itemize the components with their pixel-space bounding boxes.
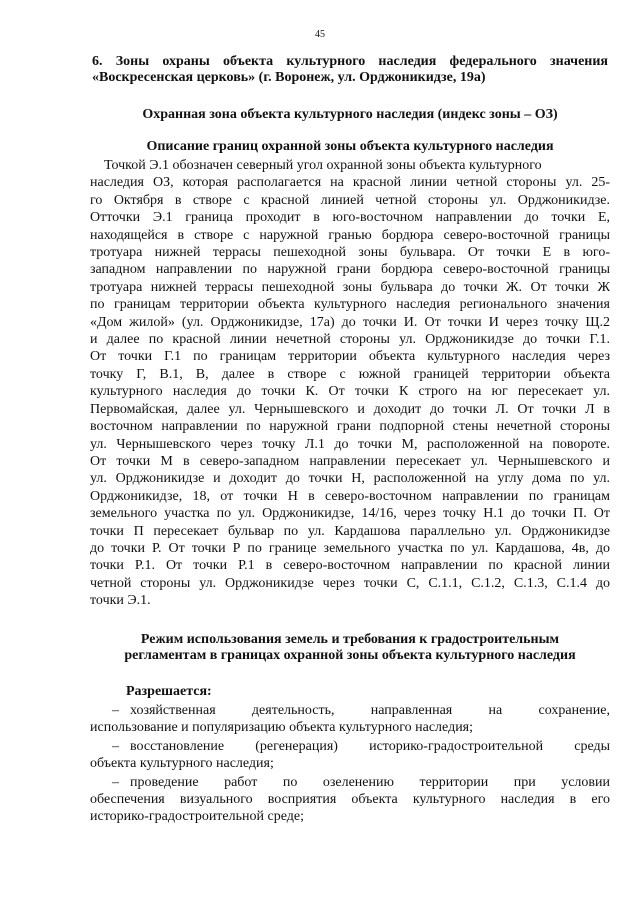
boundary-line: ул. Чернышевского через точку Л.1 до точки М, расположенной на повороте. — [90, 436, 610, 452]
list-item-first-line — [90, 774, 610, 791]
boundary-description — [90, 157, 610, 610]
boundary-line: Первомайская, далее ул. Чернышевского и доходит до точки Л. От точки Л в — [90, 401, 610, 417]
boundary-line: Орджоникидзе, 18, от точки Н в северо-восточном направлении по границам — [90, 488, 610, 504]
dash-marker: – — [112, 703, 119, 718]
section-heading — [92, 54, 608, 86]
dash-marker: – — [112, 738, 119, 754]
dash-marker: – — [112, 774, 119, 790]
boundary-line: точки Р.1. От точки Р.1 в северо-восточном направлении по красной линии — [90, 558, 610, 574]
allowed-list — [90, 702, 610, 826]
regime-heading-line: Режим использования земель и требования к градостроительным — [140, 632, 560, 647]
list-item-text: хозяйственная деятельность, направленная на сохранение, — [130, 703, 610, 718]
list-item-line: использование и популяризацию объекта культурного наследия; — [90, 720, 474, 736]
section-heading-line: «Воскресенская церковь» (г. Воронеж, ул. Орджоникидзе, 19а) — [92, 70, 486, 85]
boundary-line: тротуара нижней террасы пешеходной зоны бульвара. От точки Е в юго- — [90, 245, 610, 261]
boundary-line: западном направлении по наружной грани бордюра северо-восточной границы — [90, 262, 610, 278]
boundary-line: тротуара нижней террасы пешеходной зоны бульвара до точки Ж. От точки Ж — [90, 279, 610, 295]
boundary-line: культурного наследия до точки К. От точки К строго на юг пересекает ул. — [90, 384, 610, 400]
list-item-first-line — [90, 738, 610, 755]
list-item-line: обеспечения визуального восприятия объекта культурного наследия в его — [90, 792, 610, 808]
boundary-line: От точки М в северо-западном направлении пересекает ул. Чернышевского и — [90, 453, 610, 469]
list-item — [90, 774, 610, 826]
boundary-line: до точки Р. От точки Р по границе земельного участка по ул. Кардашова, 4в, до — [90, 540, 610, 556]
page-number: 45 — [315, 29, 325, 40]
boundary-line: по границам территории объекта культурного наследия регионального значения — [90, 297, 610, 313]
boundary-line: Отточки Э.1 граница проходит в юго-восточном направлении до точки Е, — [90, 210, 610, 226]
regime-heading — [90, 632, 610, 664]
boundary-line: наследия ОЗ, которая располагается на красной линии четной стороны ул. 25- — [90, 175, 610, 191]
list-item-first-line — [90, 702, 610, 719]
boundary-line: точку Г, В.1, В, далее в створе с южной границей территории объекта — [90, 366, 610, 382]
regime-heading-line: регламентам в границах охранной зоны объекта культурного наследия — [124, 648, 576, 663]
boundary-line: и далее по красной линии нечетной стороны ул. Орджоникидзе до точки Г.1. — [90, 332, 610, 348]
list-item — [90, 738, 610, 773]
list-item-text: восстановление (регенерация) историко-градостроительной среды — [130, 738, 610, 754]
list-item — [90, 702, 610, 737]
boundary-heading: Описание границ охранной зоны объекта культурного наследия — [146, 139, 554, 154]
boundary-line: четной стороны ул. Орджоникидзе через точки С, С.1.1, С.1.2, С.1.3, С.1.4 до — [90, 575, 610, 591]
boundary-line: «Дом жилой» (ул. Орджоникидзе, 17а) до точки И. От точки И через точку Щ.2 — [90, 314, 610, 330]
boundary-line: точки П пересекает бульвар по ул. Кардашова параллельно ул. Орджоникидзе — [90, 523, 610, 539]
boundary-line: го Октября в створе с красной линией четной стороны ул. Орджоникидзе. — [90, 192, 610, 208]
boundary-line: точки Э.1. — [90, 593, 151, 609]
zone-heading: Охранная зона объекта культурного наследия (индекс зоны – ОЗ) — [142, 107, 558, 122]
list-item-line: объекта культурного наследия; — [90, 756, 274, 772]
list-item-line: историко-градостроительной среде; — [90, 809, 304, 825]
boundary-line: Точкой Э.1 обозначен северный угол охранной зоны объекта культурного — [90, 158, 542, 173]
boundary-line: ул. Орджоникидзе и доходит до точки Н, расположенной на углу дома по ул. — [90, 471, 610, 487]
list-item-text: проведение работ по озеленению территории при условии — [130, 774, 610, 790]
section-heading-line: 6. Зоны охраны объекта культурного наследия федерального значения — [92, 54, 608, 69]
allowed-label: Разрешается: — [126, 684, 212, 699]
boundary-line: восточном направлении по наружной грани подпорной стены нечетной стороны — [90, 419, 610, 435]
boundary-line: земельного участка по ул. Орджоникидзе, 14/16, через точку Н.1 до точки П. От — [90, 506, 610, 522]
boundary-line: От точки Г.1 по границам территории объекта культурного наследия через — [90, 349, 610, 365]
boundary-line: находящейся в створе с наружной гранью бордюра северо-восточной границы — [90, 227, 610, 243]
